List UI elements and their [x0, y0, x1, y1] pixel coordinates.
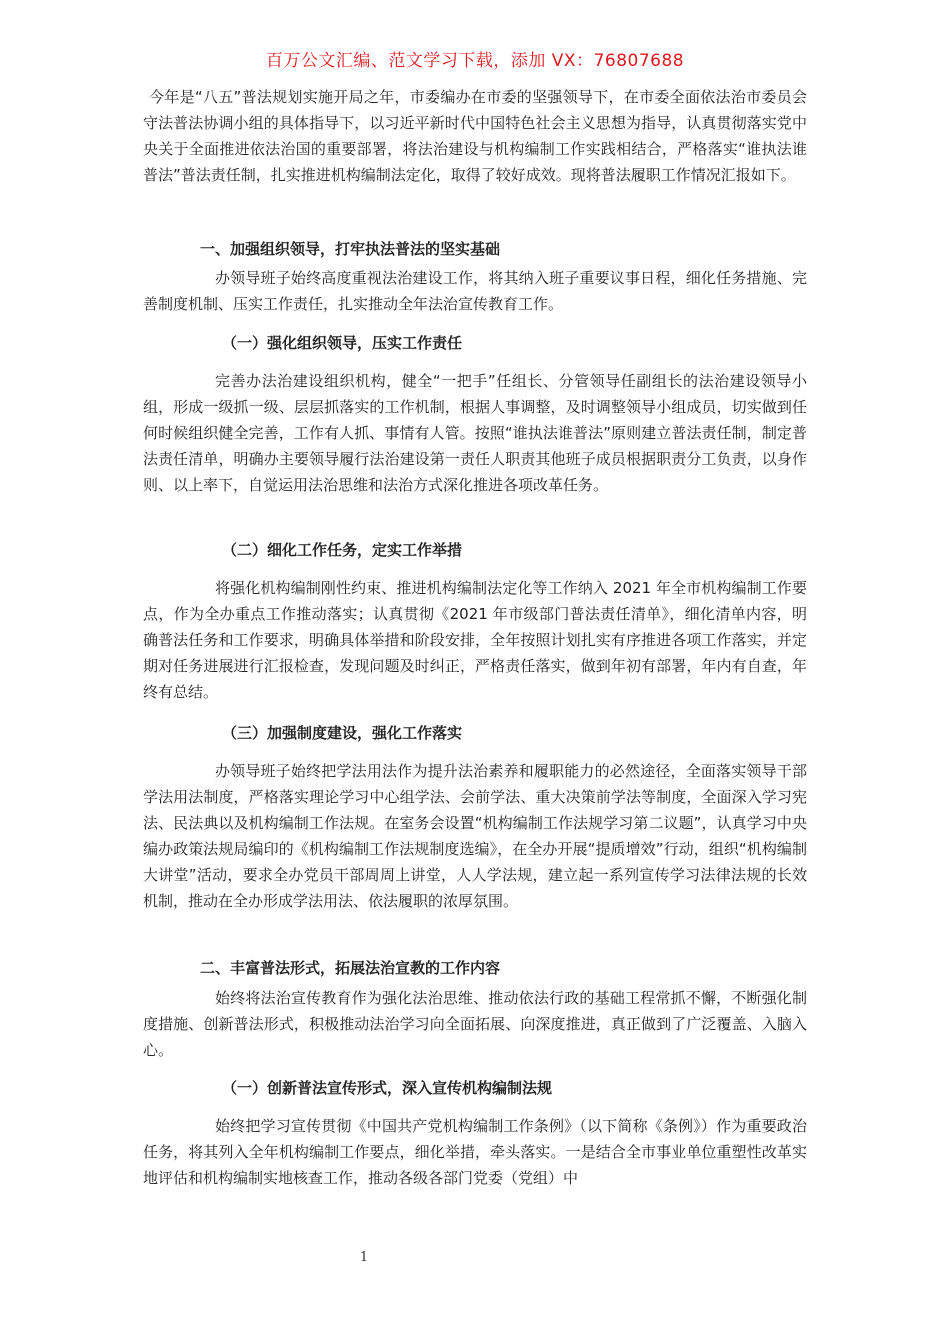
- section1-heading: 一、加强组织领导，打牢执法普法的坚实基础: [200, 240, 501, 258]
- section2-sub1-heading: （一）创新普法宣传形式，深入宣传机构编制法规: [222, 1079, 553, 1097]
- section2-heading: 二、丰富普法形式，拓展法治宣教的工作内容: [200, 959, 501, 977]
- section2-lead-paragraph: 始终将法治宣传教育作为强化法治思维、推动依法行政的基础工程常抓不懈，不断强化制度措施、创新普法形式，积极推动法治学习向全面拓展、向深度推进，真正做到了广泛覆盖、入脑入心。: [143, 989, 807, 1059]
- section1-sub3-heading: （三）加强制度建设，强化工作落实: [222, 724, 463, 742]
- promo-banner: 百万公文汇编、范文学习下载，添加 VX：76807688: [265, 51, 685, 71]
- section1-sub3-paragraph: 办领导班子始终把学法用法作为提升法治素养和履职能力的必然途径，全面落实领导干部学法用法制度，严格落实理论学习中心组学法、会前学法、重大决策前学法等制度，全面深入学习宪法、民法典以及机构编制工作法规。在室务会设置“机构编制工作法规学习第二议题”，认真学习中央编办政策法规局编印的《机构编制工作法规制度选编》，在全办开展“提质增效”行动，组织“机构编制大讲堂”活动，要求全办党员干部周周上讲堂，人人学法规，建立起一系列宣传学习法律法规的长效机制，推动在全办形成学法用法、依法履职的浓厚氛围。: [143, 762, 807, 910]
- page-number: 1: [359, 1250, 369, 1265]
- section1-sub1-paragraph: 完善办法治建设组织机构，健全“一把手”任组长、分管领导任副组长的法治建设领导小组，形成一级抓一级、层层抓落实的工作机制，根据人事调整，及时调整领导小组成员，切实做到任何时候组织健全完善，工作有人抓、事情有人管。按照“谁执法谁普法”原则建立普法责任制，制定普法责任清单，明确办主要领导履行法治建设第一责任人职责其他班子成员根据职责分工负责，以身作则、以上率下，自觉运用法治思维和法治方式深化推进各项改革任务。: [143, 372, 807, 494]
- intro-paragraph: 今年是“八五”普法规划实施开局之年，市委编办在市委的坚强领导下，在市委全面依法治市委员会守法普法协调小组的具体指导下，以习近平新时代中国特色社会主义思想为指导，认真贯彻落实党中央关于全面推进依法治国的重要部署，将法治建设与机构编制工作实践相结合，严格落实“谁执法谁普法”普法责任制，扎实推进机构编制法定化，取得了较好成效。现将普法履职工作情况汇报如下。: [143, 88, 807, 184]
- section2-sub1-paragraph: 始终把学习宣传贯彻《中国共产党机构编制工作条例》（以下简称《条例》）作为重要政治任务，将其列入全年机构编制工作要点，细化举措，牵头落实。一是结合全市事业单位重塑性改革实地评估和机构编制实地核查工作，推动各级各部门党委（党组）中: [143, 1117, 807, 1187]
- section1-lead-paragraph: 办领导班子始终高度重视法治建设工作，将其纳入班子重要议事日程，细化任务措施、完善制度机制、压实工作责任，扎实推动全年法治宣传教育工作。: [143, 269, 807, 313]
- section1-sub2-heading: （二）细化工作任务，定实工作举措: [222, 541, 463, 559]
- section1-sub1-heading: （一）强化组织领导，压实工作责任: [222, 334, 463, 352]
- section1-sub2-paragraph: 将强化机构编制刚性约束、推进机构编制法定化等工作纳入 2021 年全市机构编制工作要点，作为全办重点工作推动落实；认真贯彻《2021 年市级部门普法责任清单》，细化清单内容，明确普法任务和工作要求，明确具体举措和阶段安排，全年按照计划扎实有序推进各项工作落实，并定期对任务进展进行汇报检查，发现问题及时纠正，严格责任落实，做到年初有部署，年内有自查，年终有总结。: [143, 579, 807, 701]
